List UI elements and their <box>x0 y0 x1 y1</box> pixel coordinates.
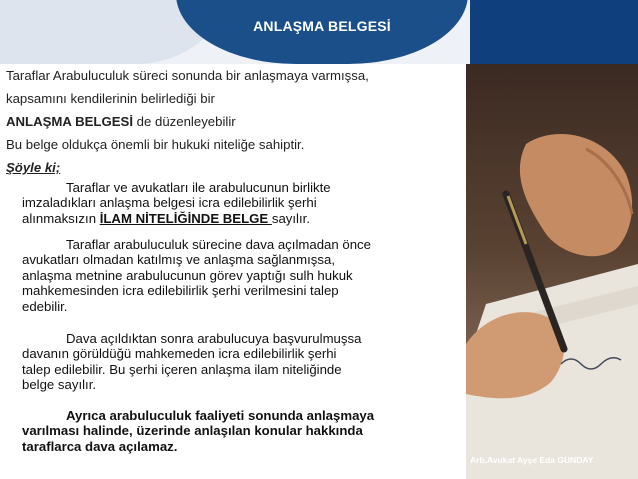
intro-line-4: Bu belge oldukça önemli bir hukuki niteliğe sahiptir. <box>6 137 305 152</box>
p3-line-2: davanın görüldüğü mahkemeden icra edilebilirlik şerhi <box>22 346 337 362</box>
p4-line-1: Ayrıca arabuluculuk faaliyeti sonunda anlaşmaya <box>66 408 375 423</box>
intro-line-5: Şöyle ki; <box>6 160 61 175</box>
p4-line-3: taraflarca dava açılamaz. <box>22 438 178 454</box>
intro-line-3 <box>6 114 236 129</box>
paragraph-1 <box>22 180 462 226</box>
p3-line-3: talep edilebilir. Bu şerhi içeren anlaşma ilam niteliğinde <box>22 361 342 377</box>
p2-line-5: edebilir. <box>22 298 68 314</box>
slide-content <box>0 64 466 479</box>
intro-line-1: Taraflar Arabuluculuk süreci sonunda bir anlaşmaya varmışsa, <box>6 68 369 83</box>
photo-illustration <box>466 64 638 479</box>
p2-line-3: anlaşma metnine arabulucunun görev yaptığı sulh hukuk <box>22 267 353 283</box>
paragraph-2 <box>22 237 462 314</box>
upper-hand <box>520 134 632 256</box>
paragraph-3 <box>22 331 462 393</box>
header-dark-band <box>470 0 638 64</box>
p4-line-2: varılması halinde, üzerinde anlaşılan konular hakkında <box>22 423 363 439</box>
pen-clip <box>508 196 526 244</box>
intro-line-2: kapsamını kendilerinin belirlediği bir <box>6 91 215 106</box>
p2-line-4: mahkemesinden icra edilebilirlik şerhi verilmesini talep <box>22 283 339 299</box>
paragraph-4 <box>22 408 462 454</box>
p2-line-2: avukatları olmadan katılmış ve anlaşma sağlanmışsa, <box>22 252 335 268</box>
p1-line-3-pre: alınmaksızın <box>22 210 100 226</box>
p2-line-1: Taraflar arabuluculuk sürecine dava açılmadan önce <box>66 237 371 252</box>
intro-emphasis: ANLAŞMA BELGESİ <box>6 114 133 129</box>
author-credit: Arb.Avukat Ayşe Eda GÜNDAY <box>470 455 594 465</box>
p3-line-1: Dava açıldıktan sonra arabulucuya başvurulmuşsa <box>66 331 362 346</box>
p1-line-2: imzaladıkları anlaşma belgesi icra edilebilirlik şerhi <box>22 195 317 211</box>
ilam-emphasis: İLAM NİTELİĞİNDE BELGE <box>99 210 272 226</box>
hands-signing-document-photo <box>466 64 638 479</box>
slide-header <box>0 0 638 64</box>
p1-line-1: Taraflar ve avukatları ile arabulucunun birlikte <box>66 180 331 195</box>
p3-line-4: belge sayılır. <box>22 377 97 393</box>
intro-line-3-rest: de düzenleyebilir <box>133 114 236 129</box>
p1-line-3-post: sayılır. <box>271 210 310 226</box>
slide-title: ANLAŞMA BELGESİ <box>253 18 391 34</box>
